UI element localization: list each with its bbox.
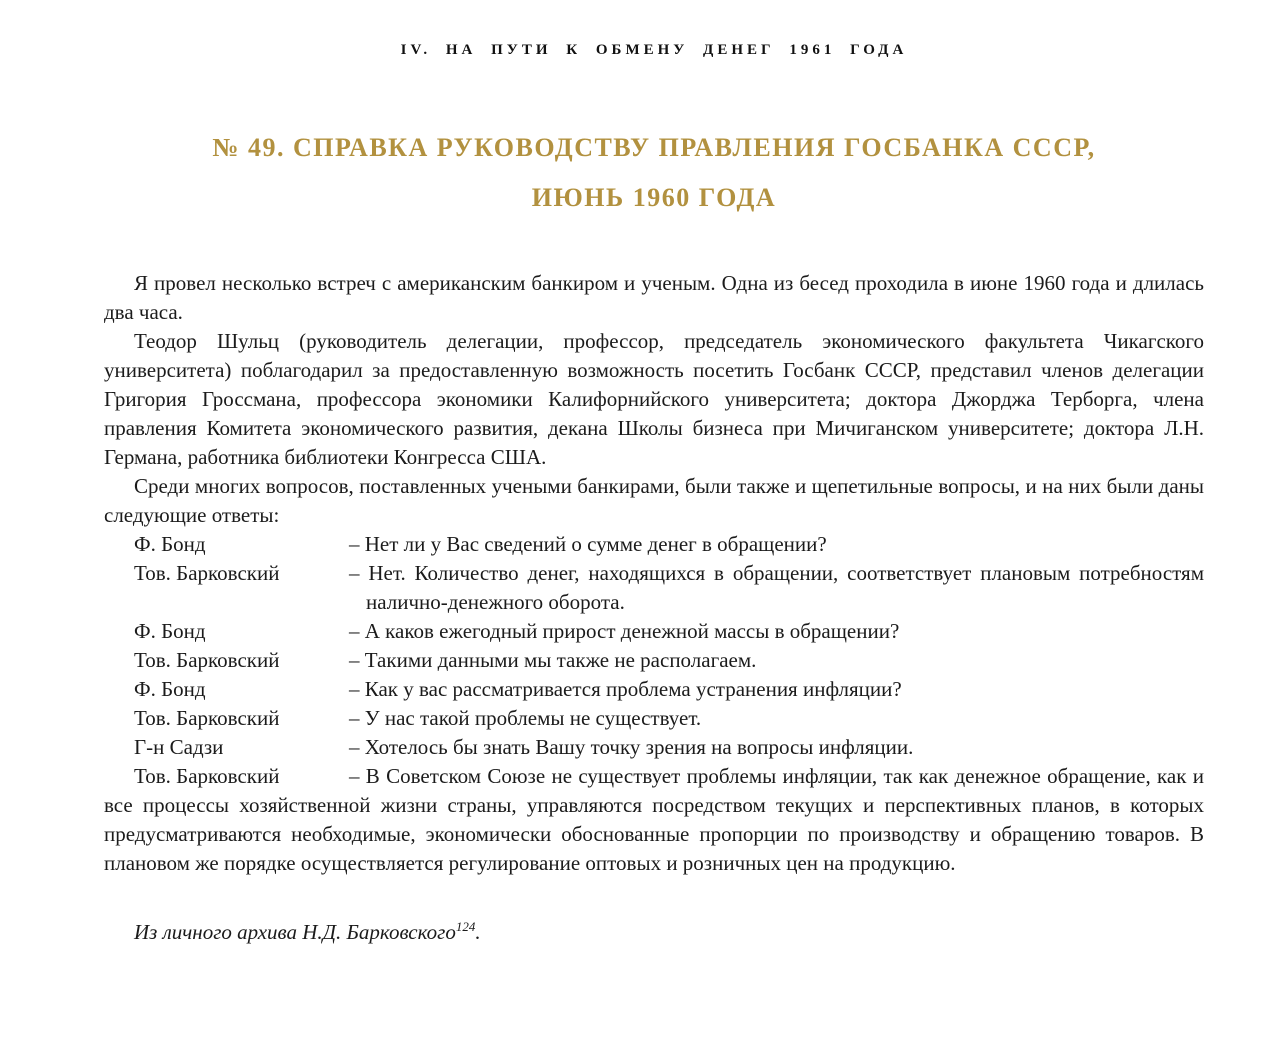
dialogue-reply: – А каков ежегодный прирост денежной массы в обращении?	[349, 619, 900, 643]
document-title-line1: № 49. СПРАВКА РУКОВОДСТВУ ПРАВЛЕНИЯ ГОСБАНКА СССР,	[212, 133, 1096, 162]
footnote-reference: 124	[455, 919, 476, 934]
dialogue-final-answer	[104, 762, 1204, 878]
dialogue-reply: – Хотелось бы знать Вашу точку зрения на вопросы инфляции.	[349, 735, 914, 759]
dialogue-row	[134, 733, 1204, 762]
dialogue-reply: – Нет ли у Вас сведений о сумме денег в обращении?	[349, 532, 827, 556]
dialogue-reply: – В Советском Союзе не существует проблемы инфляции, так как денежное обращение, как и все процессы хозяйственной жизни страны, управляются посредством текущих и перспективных планов, в которых предусматриваются необходимые, экономически обоснованные пропорции по производству и обращению товаров. В плановом же порядке осуществляется регулирование оптовых и розничных цен на продукцию.	[104, 764, 1204, 875]
dialogue-reply: – Такими данными мы также не располагаем.	[349, 648, 757, 672]
document-title-line2: ИЮНЬ 1960 ГОДА	[531, 183, 777, 212]
dialogue-reply: – У нас такой проблемы не существует.	[349, 706, 702, 730]
document-title	[104, 123, 1204, 223]
source-note	[104, 918, 1204, 947]
document-body	[104, 269, 1204, 878]
dialogue-speaker: Ф. Бонд	[134, 677, 206, 701]
dialogue-row	[134, 675, 1204, 704]
paragraph-delegation: Теодор Шульц (руководитель делегации, профессор, председатель экономического факультета Чикагского университета) поблагодарил за предоставленную возможность посетить Госбанк СССР, представил членов делегации Григория Гроссмана, профессора экономики Калифорнийского университета; доктора Джорджа Терборга, члена правления Комитета экономического развития, декана Школы бизнеса при Мичиганском университете; доктора Л.Н. Германа, работника библиотеки Конгресса США.	[104, 329, 1204, 469]
running-head: IV. НА ПУТИ К ОБМЕНУ ДЕНЕГ 1961 ГОДА	[400, 42, 908, 58]
source-note-period: .	[475, 920, 481, 944]
dialogue-speaker: Тов. Барковский	[134, 561, 280, 585]
dialogue-speaker: Ф. Бонд	[134, 619, 206, 643]
dialogue-speaker: Ф. Бонд	[134, 532, 206, 556]
dialogue-speaker: Г-н Садзи	[134, 735, 224, 759]
dialogue-list	[104, 530, 1204, 762]
source-note-text: Из личного архива Н.Д. Барковского	[134, 920, 456, 944]
dialogue-row	[134, 530, 1204, 559]
dialogue-speaker: Тов. Барковский	[134, 648, 280, 672]
dialogue-row	[134, 617, 1204, 646]
paragraph-intro: Я провел несколько встреч с американским банкиром и ученым. Одна из бесед проходила в июне 1960 года и длилась два часа.	[104, 271, 1204, 324]
paragraph-questions-intro: Среди многих вопросов, поставленных учеными банкирами, были также и щепетильные вопросы, и на них были даны следующие ответы:	[104, 474, 1204, 527]
dialogue-reply: – Как у вас рассматривается проблема устранения инфляции?	[349, 677, 902, 701]
dialogue-speaker: Тов. Барковский	[134, 706, 280, 730]
dialogue-row	[134, 646, 1204, 675]
dialogue-row	[134, 704, 1204, 733]
dialogue-row	[134, 559, 1204, 617]
dialogue-speaker: Тов. Барковский	[134, 764, 280, 788]
dialogue-reply: – Нет. Количество денег, находящихся в обращении, соответствует плановым потребностям налично-денежного оборота.	[349, 561, 1204, 614]
